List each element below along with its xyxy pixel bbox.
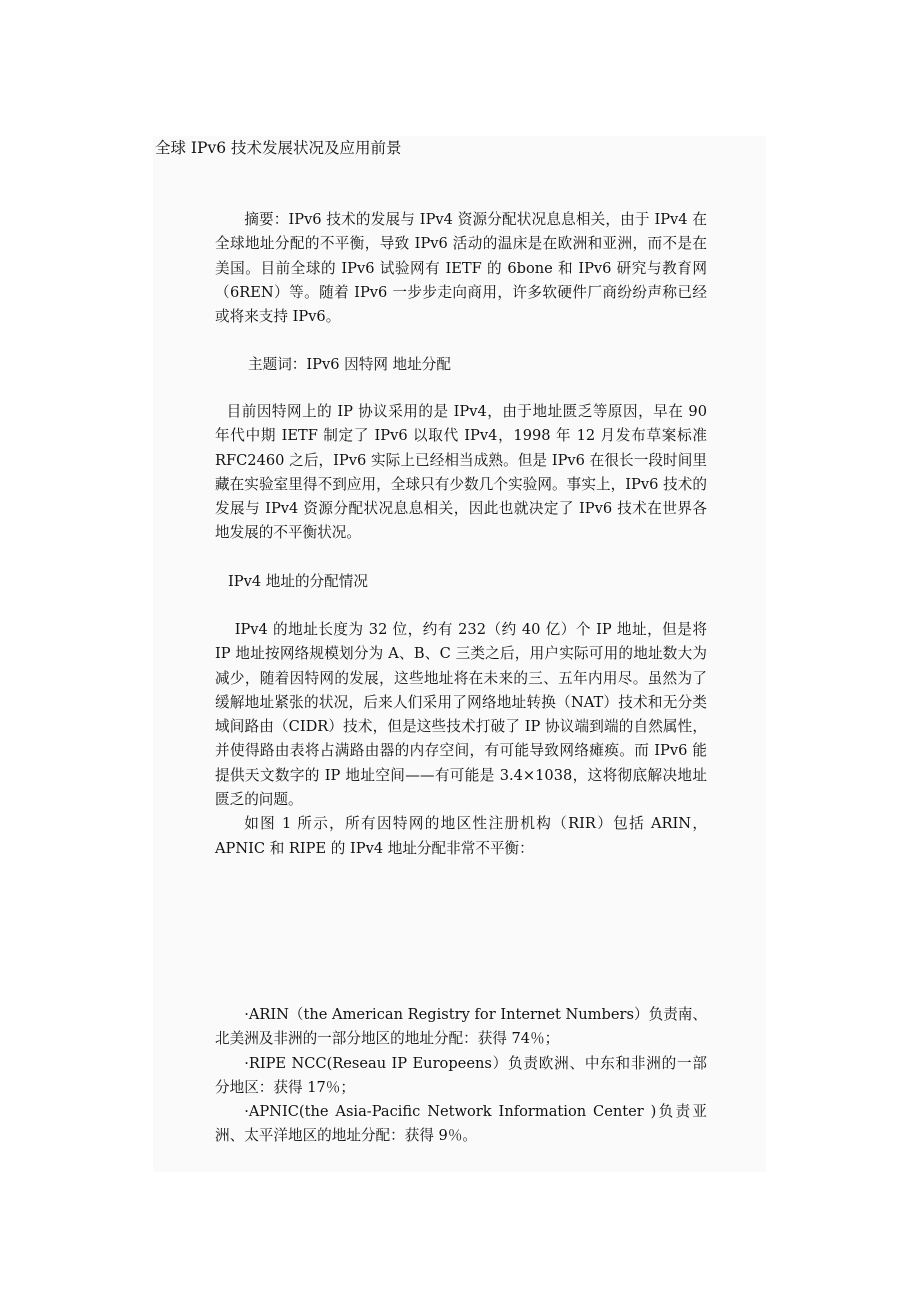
- keywords-line: 主题词：IPv6 因特网 地址分配: [248, 356, 451, 373]
- section-heading: IPv4 地址的分配情况: [228, 573, 368, 590]
- section-paragraph: IPv4 的地址长度为 32 位，约有 232（约 40 亿）个 IP 地址，但是将 IP 地址按网络规模划分为 A、B、C 三类之后，用户实际可用的地址数大为减少，随着因特网的发展，这些地址将在未来的三、五年内用尽。虽然为了缓解地址紧张的状况，后来人们采用了网络地址转换（NAT）技术和无分类域间路由（CIDR）技术，但是这些技术打破了 IP 协议端到端的自然属性，并使得路由表将占满路由器的内存空间，有可能导致网络瘫痪。而 IPv6 能提供天文数字的 IP 地址空间——有可能是 3.4×1038，这将彻底解决地址匮乏的问题。: [215, 621, 707, 809]
- intro-paragraph: 目前因特网上的 IP 协议采用的是 IPv4，由于地址匮乏等原因，早在 90 年代中期 IETF 制定了 IPv6 以取代 IPv4，1998 年 12 月发布草案标准 RFC2460 之后，IPv6 实际上已经相当成熟。但是 IPv6 在很长一段时间里藏在实验室里得不到应用，全球只有少数几个实验网。事实上，IPv6 技术的发展与 IPv4 资源分配状况息息相关，因此也就决定了 IPv6 技术在世界各地发展的不平衡状况。: [215, 403, 707, 542]
- rir-list: [215, 1003, 707, 1149]
- document-title: 全球 IPv6 技术发展状况及应用前景: [155, 139, 402, 157]
- abstract-paragraph: 摘要：IPv6 技术的发展与 IPv4 资源分配状况息息相关，由于 IPv4 在全球地址分配的不平衡，导致 IPv6 活动的温床是在欧洲和亚洲，而不是在美国。目前全球的 IPv6 试验网有 IETF 的 6bone 和 IPv6 研究与教育网（6REN）等。随着 IPv6 一步步走向商用，许多软硬件厂商纷纷声称已经或将来支持 IPv6。: [215, 211, 707, 326]
- abstract-block: [215, 208, 707, 329]
- rir-item-apnic: ·APNIC(the Asia-Pacific Network Information Center )负责亚洲、太平洋地区的地址分配：获得 9％。: [215, 1103, 707, 1145]
- section-body-block: [215, 618, 707, 861]
- intro-block: [215, 400, 707, 546]
- rir-item-ripe: ·RIPE NCC(Reseau IP Europeens）负责欧洲、中东和非洲的一部分地区：获得 17％；: [215, 1054, 707, 1096]
- figure-placeholder: [215, 860, 707, 990]
- section-heading-block: [228, 570, 678, 594]
- keywords-block: [248, 353, 698, 377]
- figure-reference-paragraph: 如图 1 所示，所有因特网的地区性注册机构（RIR）包括 ARIN，APNIC 和 RIPE 的 IPv4 地址分配非常不平衡：: [215, 815, 707, 857]
- rir-item-arin: ·ARIN（the American Registry for Internet Numbers）负责南、北美洲及非洲的一部分地区的地址分配：获得 74％；: [215, 1006, 707, 1048]
